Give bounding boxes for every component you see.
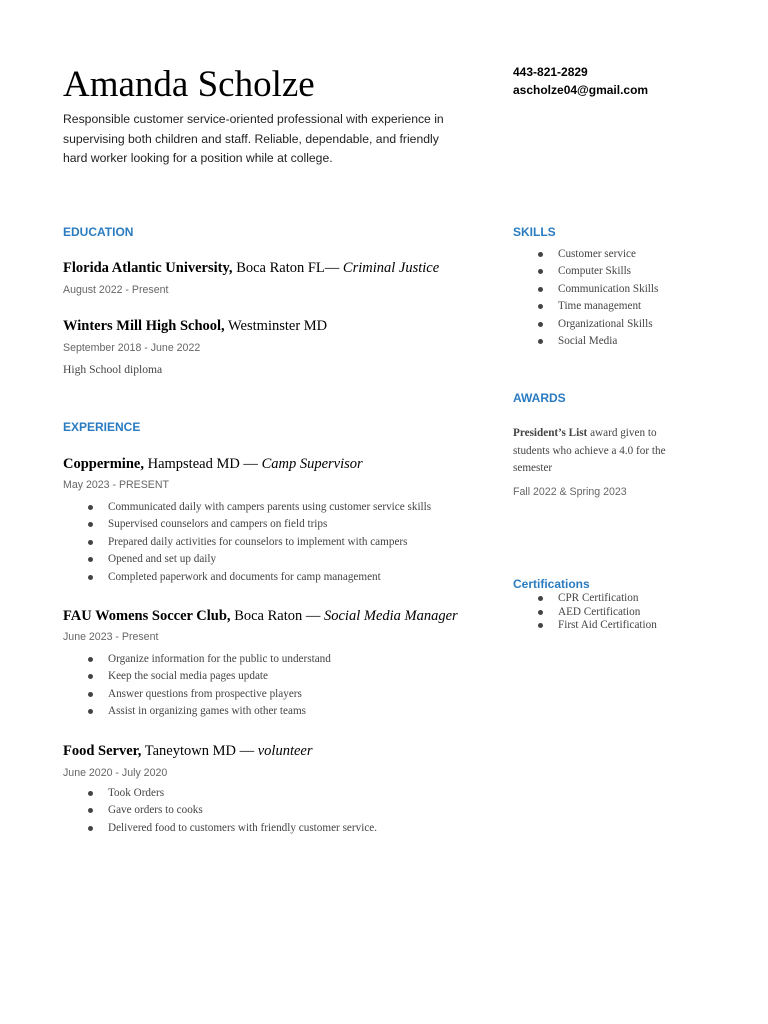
job-bullets (63, 651, 331, 721)
education-entry-title (63, 259, 439, 277)
education-detail: High School diploma (63, 363, 163, 376)
award-name: President’s List (513, 427, 588, 439)
employer: Coppermine, (63, 456, 144, 472)
list-item: Completed paperwork and documents for camp management (63, 569, 431, 586)
list-item: Computer Skills (513, 263, 658, 280)
list-item: Communicated daily with campers parents using customer service skills (63, 499, 431, 516)
list-item: Communication Skills (513, 281, 658, 298)
list-item: Organizational Skills (513, 316, 658, 333)
job-role: Social Media Manager (324, 608, 458, 624)
list-item: Gave orders to cooks (63, 802, 377, 819)
list-item: Time management (513, 298, 658, 315)
list-item: First Aid Certification (513, 619, 657, 633)
school-name: Florida Atlantic University, (63, 260, 233, 276)
education-entry-title (63, 317, 327, 335)
job-bullets (63, 785, 377, 837)
list-item: AED Certification (513, 606, 657, 620)
list-item: Assist in organizing games with other teams (63, 703, 331, 720)
school-major: Criminal Justice (342, 260, 440, 276)
award-dates: Fall 2022 & Spring 2023 (513, 486, 627, 498)
list-item: Customer service (513, 246, 658, 263)
job-location: Hampstead MD — (143, 456, 262, 472)
job-dates: June 2023 - Present (63, 631, 159, 643)
school-location: Westminster MD (224, 318, 328, 334)
award-desc: award given to students who achieve a 4.0 for the semester (513, 427, 666, 474)
list-item: Opened and set up daily (63, 551, 431, 568)
list-item: CPR Certification (513, 592, 657, 606)
education-dates: September 2018 - June 2022 (63, 342, 201, 354)
job-role: volunteer (257, 743, 313, 759)
list-item: Keep the social media pages update (63, 668, 331, 685)
experience-heading: EXPERIENCE (63, 420, 141, 434)
job-bullets (63, 499, 431, 586)
awards-heading: AWARDS (513, 391, 566, 405)
employer: Food Server, (63, 743, 142, 759)
list-item: Took Orders (63, 785, 377, 802)
certifications-list (513, 592, 657, 633)
phone: 443-821-2829 (513, 65, 588, 79)
education-heading: EDUCATION (63, 225, 134, 239)
job-title (63, 742, 313, 760)
skills-list (513, 246, 658, 350)
job-role: Camp Supervisor (261, 456, 363, 472)
job-dates: June 2020 - July 2020 (63, 767, 168, 779)
list-item: Prepared daily activities for counselors to implement with campers (63, 534, 431, 551)
certifications-heading: Certifications (513, 577, 590, 591)
award-description (513, 425, 685, 478)
resume-name: Amanda Scholze (63, 64, 315, 105)
job-title (63, 607, 458, 625)
job-location: Boca Raton — (230, 608, 324, 624)
list-item: Organize information for the public to understand (63, 651, 331, 668)
summary: Responsible customer service-oriented professional with experience in supervising both children and staff. Reliable, dependable, and friendly hard worker looking for a position while at college. (63, 112, 444, 165)
education-dates: August 2022 - Present (63, 284, 169, 296)
employer: FAU Womens Soccer Club, (63, 608, 231, 624)
job-dates: May 2023 - PRESENT (63, 479, 169, 491)
job-title (63, 455, 363, 473)
contact-block (513, 64, 648, 99)
list-item: Social Media (513, 333, 658, 350)
list-item: Answer questions from prospective players (63, 686, 331, 703)
email: ascholze04@gmail.com (513, 82, 649, 97)
skills-heading: SKILLS (513, 225, 556, 239)
school-location: Boca Raton FL— (232, 260, 343, 276)
school-name: Winters Mill High School, (63, 318, 225, 334)
list-item: Supervised counselors and campers on field trips (63, 516, 431, 533)
list-item: Delivered food to customers with friendly customer service. (63, 820, 377, 837)
job-location: Taneytown MD — (141, 743, 258, 759)
